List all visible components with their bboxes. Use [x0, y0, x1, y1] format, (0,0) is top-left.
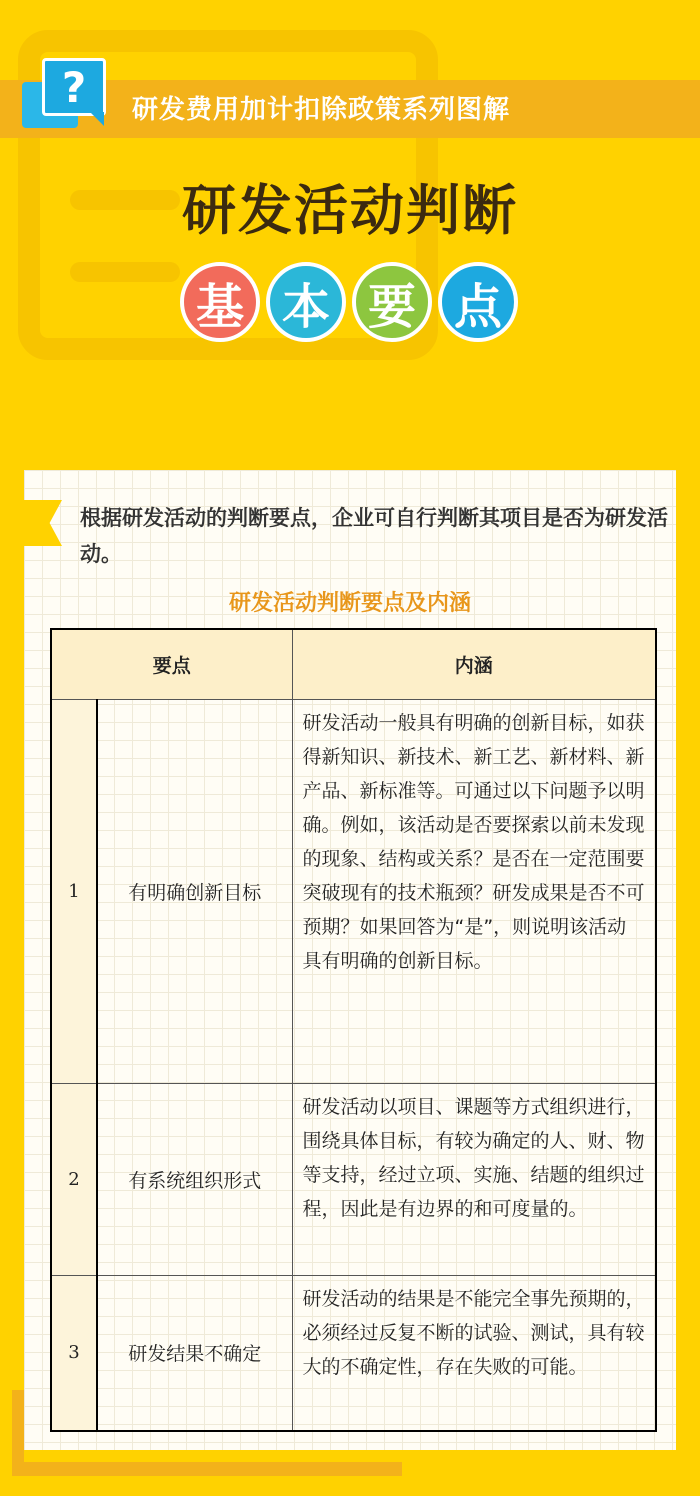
criteria-table — [50, 628, 657, 1432]
row-point: 有明确创新目标 — [97, 699, 292, 1083]
table-row — [51, 1083, 656, 1275]
intro-text: 根据研发活动的判断要点，企业可自行判断其项目是否为研发活动。 — [80, 506, 668, 566]
subtitle-char-circle: 要 — [352, 262, 432, 342]
header-area — [0, 0, 700, 470]
row-description: 研发活动以项目、课题等方式组织进行，围绕具体目标，有较为确定的人、财、物等支持，经过立项、实施、结题的组织过程，因此是有边界的和可度量的。 — [292, 1083, 656, 1275]
header-point: 要点 — [51, 629, 292, 699]
subtitle-char-circle: 本 — [266, 262, 346, 342]
subtitle-circles — [180, 262, 518, 342]
table-title: 研发活动判断要点及内涵 — [228, 591, 471, 616]
row-number: 3 — [51, 1275, 97, 1431]
row-number: 1 — [51, 699, 97, 1083]
row-number: 2 — [51, 1083, 97, 1275]
row-point: 有系统组织形式 — [97, 1083, 292, 1275]
table-row — [51, 1275, 656, 1431]
card-shadow-decoration — [12, 1462, 402, 1476]
question-icon: ? — [42, 58, 106, 116]
series-title: 研发费用加计扣除政策系列图解 — [132, 95, 511, 125]
subtitle-char-circle: 点 — [438, 262, 518, 342]
header-meaning: 内涵 — [292, 629, 656, 699]
row-point: 研发结果不确定 — [97, 1275, 292, 1431]
row-description: 研发活动一般具有明确的创新目标，如获得新知识、新技术、新工艺、新材料、新产品、新标准等。可通过以下问题予以明确。例如，该活动是否要探索以前未发现的现象、结构或关系？是否在一定范围要突破现有的技术瓶颈？研发成果是否不可预期？如果回答为“是”，则说明该活动具有明确的创新目标。 — [292, 699, 656, 1083]
row-description: 研发活动的结果是不能完全事先预期的，必须经过反复不断的试验、测试，具有较大的不确定性，存在失败的可能。 — [292, 1275, 656, 1431]
speech-bubble-tail — [90, 112, 104, 126]
table-row — [51, 699, 656, 1083]
main-title: 研发活动判断 — [182, 179, 518, 242]
table-header-row — [51, 629, 656, 699]
subtitle-char-circle: 基 — [180, 262, 260, 342]
book-line-decoration — [70, 262, 180, 282]
